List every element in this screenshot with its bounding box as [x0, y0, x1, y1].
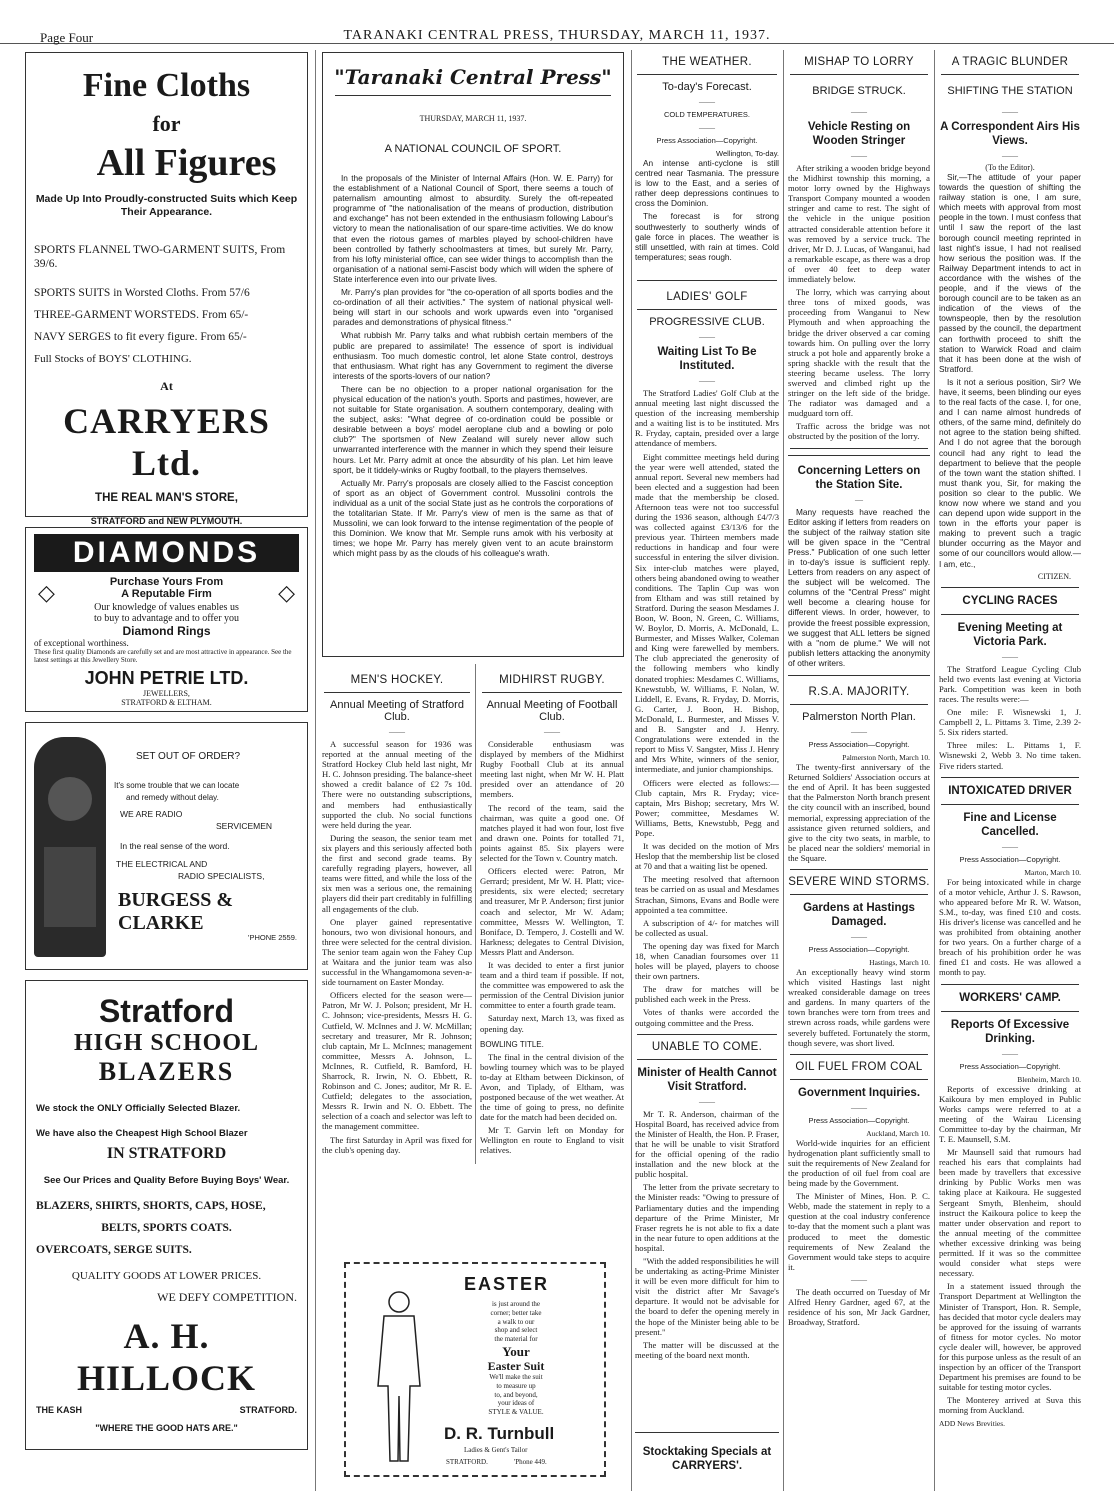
ad-line: QUALITY GOODS AT LOWER PRICES. — [71, 1270, 262, 1282]
divider: —— — [699, 97, 715, 106]
article-paragraph: In a statement issued through the Transport Department at Wellington the Minister of Transport, Hon. R. Semple, has decided that motor cycle dealers may be approved for the issuing of warrants of fitness for motor cycles. No motor cycle dealer will, however, be approved for this purpose unless as the result of an inspection by an officer of the Transport Department his premises are found to be suitable for testing motor cycles. — [939, 1281, 1081, 1393]
article-paragraph: Mr Maunsell said that rumours had reached his ears that complaints had been made by travellers that excessive drinking by Public Works men was taking place at Kaikoura. He suggested Sergeant Smyth, Blenheim, should instruct the Kaikoura police to keep the matter under observation and report to the annual meeting of the committee whether excessive drinking was being permitted. If it was so the committee would consider what steps were necessary. — [939, 1147, 1081, 1279]
article-paragraph: World-wide inquiries for an efficient hydrogenation plant sufficiently small to suit the requirements of New Zealand for the production of oil fuel from coal are being made by the Government. — [788, 1137, 930, 1189]
divider — [790, 1054, 928, 1055]
editorial-paragraph: Mr. Parry's plan provides for "the co-operation of all sports bodies and the co-ordination of all their activities." The system of national physical well-being will start in our schools and work upwards even into "organised parades and demonstrations of physical fitness." — [333, 287, 613, 328]
article-paragraph: A subscription of 4/- for matches will be collected as usual. — [635, 917, 779, 938]
ad-line: We have also the Cheapest High School Blazer — [36, 1128, 248, 1139]
ad-line: corner; better take — [490, 1308, 542, 1317]
article-byline: Press Association—Copyright. — [808, 944, 910, 954]
editorial-paragraph: Actually Mr. Parry's proposals are closely allied to the Fascist conception of sport as an object of Government control. Mussolini controls the individual as a unit of the social State just as he controls the corporations of the totalitarian State. If Mr. Parry's view of men is the same as that of Mussolini, we can look forward to the intense regimentation of the people of this Dominion. We know that Mr. Semple runs amok with his verbosity at times; we hope Mr. Parry has merely given vent to an acute brainstorm which might pass by as the clouds of his colleague's wrath. — [333, 477, 613, 559]
article-paragraph: An exceptionally heavy wind storm which visited Hastings last night wreaked considerable damage on trees and gardens. In many quarters of the town branches were torn from trees and strewn across roads, while gardens were severely buffeted. Fortunately the storm, though severe, was short lived. — [788, 966, 930, 1048]
article-subtitle: Evening Meeting at Victoria Park. — [957, 621, 1063, 648]
article-footnote: ADD News Brevities. — [939, 1418, 1006, 1428]
carryers-ad — [25, 52, 308, 526]
divider — [637, 74, 777, 75]
divider — [941, 777, 1079, 778]
article-paragraph: Officers were elected as follows:—Club captain, Mrs R. Fryday; vice-captain, Mrs Bishop; secretary, Mrs W. Power; committee, Mesdames W. Williams, Betts, Knewstubb, Pegg and Pope. — [635, 777, 779, 838]
petrie-ad — [25, 527, 308, 712]
article-subtitle: Palmerston North Plan. — [802, 711, 916, 724]
article-paragraph: The Monterey arrived at Suva this morning from Auckland. — [939, 1395, 1081, 1416]
ad-line: We stock the ONLY Officially Selected Blazer. — [36, 1103, 241, 1114]
page-label: Page Four — [40, 30, 94, 45]
divider: — — [855, 494, 863, 504]
ad-title: Stratford — [98, 993, 235, 1029]
ad-line: Your — [502, 1343, 530, 1359]
divider: —— — [851, 931, 867, 941]
article-subtitle: PROGRESSIVE CLUB. — [649, 315, 765, 328]
article-paragraph: The twenty-first anniversary of the Returned Soldiers' Association occurs at the end of April. It has been suggested that the Palmerston North branch present the city council with an inscribed, bound memorial, expressing appreciation of the assistance given returned soldiers, and give to the city two seats, in marble, to be placed near the soldiers' memorial in the Square. — [788, 762, 930, 863]
article-paragraph: Three miles: L. Pittams 1, F. Wisnewski 2, Webb 3. No time taken. Five riders started. — [939, 740, 1081, 771]
article-paragraph: Reports of excessive drinking at Kaikoura by men employed in Public Works camps were referred to at a meeting of the Wairau Licensing Committee to-day by the chairman, Mr T. E. Maunsell, S.M. — [939, 1083, 1081, 1144]
news-column-4 — [788, 52, 930, 1491]
article-paragraph: During the season, the senior team met six players and this seriously affected both the first and second grade teams. By carefully regrading players, however, all teams were fitted, and while the loss of the six men was a serious one, the remaining players did their part creditably in fulfilling all engagements of the club. — [322, 832, 472, 914]
ad-line: of exceptional worthiness. — [34, 638, 129, 648]
ad-slogan: THE REAL MAN'S STORE, — [95, 492, 238, 504]
ad-line: We'll make the suit — [489, 1372, 543, 1381]
divider — [790, 74, 928, 75]
article-paragraph: It was decided to enter a first junior team and a third team if possible. If not, the committee was empowered to ask the permission of the Central Division junior committee to enter a fourth grade team. — [480, 959, 624, 1011]
article-paragraph: Mr T. R. Anderson, chairman of the Hospital Board, has received advice from the Minister of Health, the Hon. P. Fraser, that he will be unable to visit Stratford for the official opening of the radio installation and the new block at the public hospital. — [635, 1108, 779, 1180]
ad-line: THE ELECTRICAL AND — [116, 859, 208, 869]
article-paragraph: An intense anti-cyclone is still centred near Tasmania. The pressure is low to the East, and a series of rather deep depressions continues to cross the Dominion. — [635, 158, 779, 209]
article-title: UNABLE TO COME. — [651, 1040, 763, 1053]
article-title: MISHAP TO LORRY — [804, 56, 914, 68]
divider — [335, 95, 611, 96]
diamonds-banner: DIAMONDS — [34, 534, 299, 572]
ad-phone: 'Phone 449. — [514, 1458, 547, 1466]
article-paragraph: One player gained representative honours, two won divisional honours, and three were selected for the central division. The senior team again won the Fahey Cup at Waitara and the junior team was also successful in the Whangamomona seven-a-side tournament on Easter Monday. — [322, 916, 472, 988]
ad-line: to buy to advantage and to offer you — [93, 613, 240, 624]
article-subtitle: Minister of Health Cannot Visit Stratford. — [637, 1066, 777, 1093]
column-rule — [783, 50, 784, 1491]
divider — [790, 704, 928, 705]
ad-phone: 'PHONE 2559. — [248, 933, 297, 942]
article-subtitle: Vehicle Resting on Wooden Stringer — [807, 121, 911, 147]
divider: —— — [699, 331, 715, 341]
article-subtitle: Waiting List To Be Instituted. — [657, 345, 757, 372]
ad-line: SERVICEMEN — [216, 821, 273, 831]
news-column-3 — [635, 52, 779, 1491]
divider — [637, 309, 777, 310]
hockey-article — [322, 664, 472, 1158]
article-subtitle: To-day's Forecast. — [662, 81, 752, 93]
ad-line: and remedy without delay. — [126, 793, 219, 802]
article-subtitle: Gardens at Hastings Damaged. — [803, 901, 915, 928]
article-paragraph: Votes of thanks were accorded the outgoing committee and the Press. — [635, 1007, 779, 1028]
article-paragraph: The Stratford Ladies' Golf Club at the annual meeting last night discussed the question of the increasing membership and a waiting list is to be instituted. Mrs R. Fryday, captain, presided over a large attendance of members. — [635, 387, 779, 449]
divider — [482, 692, 622, 693]
article-title: R.S.A. MAJORITY. — [808, 686, 910, 699]
article-byline: Press Association—Copyright. — [656, 136, 758, 145]
divider: —— — [544, 727, 560, 736]
article-paragraph: Officers elected for the season were—Patron, Mr W. J. Polson; president, Mr H. C. Johnson; vice-presidents, Messrs H. G. Cutfield, W. McInnes and J. W. McMillan; secretary and treasurer, Mr R. Johnson; club captain, Mr L. McInnes; management committee, Messrs A. Johnson, L. McInnes, R. Cutfield, R. Bamford, H. Sharrock, R. Irwin, N. O. Ebbett, R. Robinson and C. Jones; auditor, Mr R. E. Cutfield; delegates to the association, Messrs R. Irwin and N. O. Ebbett. The selection of a coach and selector was left to the management committee. — [322, 990, 472, 1132]
divider — [637, 1034, 777, 1035]
divider: —— — [1002, 651, 1018, 661]
letter-signature: CITIZEN. — [1037, 571, 1071, 581]
burgess-ad — [25, 722, 308, 970]
divider: —— — [851, 727, 867, 737]
article-paragraph: The letter from the private secretary to the Minister reads: "Owing to pressure of Parliamentary duties and the impending departure of the Prime Minister, Mr Fraser regrets he is not able to fix a date in the near future to open additions at the hospital. — [635, 1182, 779, 1253]
article-paragraph: Traffic across the bridge was not obstructed by the position of the lorry. — [788, 421, 930, 442]
ad-line: STYLE & VALUE. — [488, 1408, 544, 1417]
article-subtitle: COLD TEMPERATURES. — [664, 110, 750, 119]
ad-title: HIGH SCHOOL — [73, 1030, 260, 1056]
article-title: INTOXICATED DRIVER — [948, 784, 1072, 797]
editorial-date: THURSDAY, MARCH 11, 1937. — [419, 114, 527, 123]
ad-line: These first quality Diamonds are carefully set and are most attractive in appearance. See the latest settings at this Jewellery Store. — [34, 648, 292, 664]
ad-line: WE DEFY COMPETITION. — [157, 1290, 297, 1304]
newspaper-header — [0, 0, 1114, 44]
divider: —— — [1002, 841, 1018, 851]
article-title: OIL FUEL FROM COAL — [795, 1060, 923, 1073]
ad-line: WE ARE RADIO — [120, 809, 183, 819]
ad-line: to measure up — [496, 1381, 536, 1390]
article-paragraph: Many requests have reached the Editor asking if letters from readers on the subject of the railway station site will be given space in the "Central Press." Publication of one such letter in to-day's issue is sufficient reply. Letters from readers on any aspect of the subject will be welcomed. The columns of the "Central Press" might well become a clearing house for different views. In order, however, to provide the freest possible expression, we suggest that ALL letters be signed with a "nom de plume." We will not publish letters attacking the anonymity of other writers. — [788, 506, 930, 668]
divider: —— — [699, 123, 715, 132]
ad-company: BURGESS & CLARKE — [118, 889, 234, 934]
article-paragraph: Sir,—The attitude of your paper towards the question of shifting the railway station is one, I am sure, which meets with approval from most people in the town. I must confess that until I saw the report of the last borough council meeting reprinted in last night's issue, I had not realised how serious the position was. If the Railway Department intends to act in accordance with the wishes of the people, and if the views of the borough council are to be taken as an indication of the views of the townspeople, then by the resolution passed by the council, the department can forthwith proceed to shift the station to Warwick Road and claim that it has been done at the wish of Stratford. — [939, 172, 1081, 374]
divider: —— — [851, 1274, 867, 1284]
column-rule — [475, 664, 476, 1164]
article-paragraph: The lorry, which was carrying about three tons of mixed goods, was proceeding from Wanganui to New Plymouth and when approaching the bridge the driver observed a car coming towards him. On pulling over the lorry struck a pot hole and apparently broke a spring shackle with the result that the steering became useless. The lorry swerved and climbed right up the stringer on the left side of the bridge. The radiator was damaged and a mudguard torn off. — [788, 287, 930, 419]
ad-sub: STRATFORD. — [446, 1458, 488, 1466]
article-title: MIDHIRST RUGBY. — [499, 674, 605, 686]
article-paragraph: One mile: F. Wisnewski 1, J. Campbell 2, L. Pittams 3. Time, 2.39 2-5. Six riders started. — [939, 707, 1081, 738]
radio-set-icon — [34, 737, 106, 957]
divider — [790, 869, 928, 870]
article-paragraph: Is it not a serious position, Sir? We have, it seems, been blinding our eyes to the real facts of the case. I, for one, and I can name almost hundreds of others, of the same mind, definitely do not agree to the station being shifted. And I do not agree that the borough council had any right to lead the department to believe that the people of the town want the station shifted. I must thank you, Sir, for making the position so clear to the public. We know now where we stand and you can depend upon wide support in the town in the efforts your paper is making to prevent such a tragic blunder occurring as the Mayor and some of our councillors would allow.—I am, etc., — [939, 376, 1081, 569]
article-subtitle: Annual Meeting of Football Club. — [486, 699, 618, 723]
column-rule — [631, 50, 632, 1491]
article-paragraph: The first Saturday in April was fixed for the club's opening day. — [322, 1134, 472, 1155]
article-paragraph: It was decided on the motion of Mrs Heslop that the membership list be closed at 70 and that a waiting list be opened. — [635, 841, 779, 872]
letter-salutation: (To the Editor). — [985, 163, 1035, 172]
article-paragraph: The draw for matches will be published each week in the Press. — [635, 984, 779, 1005]
article-title: A TRAGIC BLUNDER — [951, 56, 1069, 68]
article-dateline: Wellington, To-day. — [716, 149, 779, 158]
article-paragraph: The record of the team, said the chairman, was quite a good one. Of matches played it had won four, lost five and drawn one. Points for totalled 71, points against 85. Six players were selected for the Town v. Country match. — [480, 802, 624, 864]
divider — [941, 74, 1079, 75]
article-subtitle: Annual Meeting of Stratford Club. — [330, 699, 464, 723]
man-figure-icon — [364, 1286, 434, 1466]
article-paragraph: The Minister of Mines, Hon. P. C. Webb, made the statement in reply to a question at the coal industry conference to-day that the moment such a plant was produced to meet the domestic requirements of New Zealand the Government would take steps to acquire it. — [788, 1191, 930, 1272]
ad-body — [456, 1300, 576, 1417]
divider: —— — [389, 727, 405, 736]
article-subtitle: A Correspondent Airs His Views. — [940, 121, 1080, 147]
article-title: Concerning Letters on the Station Site. — [797, 464, 921, 491]
article-paragraph: Saturday next, March 13, was fixed as opening day. — [480, 1013, 624, 1034]
article-paragraph: The final in the central division of the bowling tourney which was to be played to-day at Eltham between Dickinson, of Avon, and Tiplady, of Eltham, was postponed because of the wet weather. At the time of going to press, no definite date for the match had been decided on. — [480, 1051, 624, 1123]
ad-company: CARRYERS Ltd. — [63, 401, 270, 483]
ad-line: It's some trouble that we can locate — [114, 781, 240, 790]
ad-line: the material for — [494, 1335, 538, 1344]
ad-line: See Our Prices and Quality Before Buying Boys' Wear. — [43, 1175, 290, 1186]
article-paragraph: A successful season for 1936 was reported at the annual meeting of the Stratford Hockey Club held last night, Mr H. C. Johnson presiding. The balance-sheet showed a credit balance of £2 7s 10d. There were no outstanding subscriptions, and members had enthusiastically supported the club. No social functions were held during the year. — [322, 739, 472, 830]
diamond-icon: ◇ — [38, 580, 55, 605]
column-rule — [315, 50, 316, 1491]
ad-line: SPORTS SUITS in Worsted Cloths. From 57/6 — [34, 287, 250, 299]
divider — [637, 280, 777, 281]
article-subtitle: Reports Of Excessive Drinking. — [950, 1018, 1070, 1045]
article-paragraph: Considerable enthusiasm was displayed by members of the Midhirst Rugby Football Club at its annual meeting last night, when Mr W. H. Platt presided over an attendance of 20 members. — [480, 739, 624, 800]
ad-line: BLAZERS, SHIRTS, SHORTS, CAPS, HOSE, — [36, 1200, 266, 1212]
turnbull-ad — [344, 1262, 606, 1477]
news-column-5 — [939, 52, 1081, 1491]
article-title: WORKERS' CAMP. — [959, 991, 1061, 1004]
article-paragraph: The meeting resolved that afternoon teas be carried on as usual and Mesdames Strachan, Simons, Evans and Bodle were appointed a tea committee. — [635, 874, 779, 915]
article-dateline: Palmerston North, March 10. — [842, 753, 930, 763]
divider: —— — [1002, 151, 1018, 160]
ad-company: D. R. Turnbull — [444, 1424, 555, 1443]
ad-line: is just around the — [491, 1300, 541, 1308]
article-dateline: Marton, March 10. — [1024, 867, 1081, 877]
editorial-paragraph: In the proposals of the Minister of Internal Affairs (Hon. W. E. Parry) for the establishment of a National Council of Sport, there seems a touch of paternalism amounting almost to absurdity. Surely the oft-repeated programme of "the nationalisation of the means of production, distribution and exchange" has not been extended in the enthusiasm following Labour's victory to mean the nationalisation of our spare-time activities. We do know that even the riotous games of marbles played by school-children have been controlled by fatherly schoolmasters at times, but surely Mr. Parry, from his lofty ministerial office, can see wider things to accomplish than the organisation of a national semi-Fascist body which will widen the sphere of State interference even into our private lives. — [333, 173, 613, 284]
ad-line: In the real sense of the word. — [120, 841, 230, 851]
hillock-ad — [25, 980, 308, 1450]
ad-line: THREE-GARMENT WORSTEDS. From 65/- — [34, 309, 249, 321]
divider: —— — [1002, 107, 1018, 116]
divider: —— — [851, 107, 867, 116]
letters-notice — [788, 455, 930, 677]
divider — [941, 804, 1079, 805]
divider: —— — [851, 1102, 867, 1112]
article-paragraph: The Stratford League Cycling Club held two events last evening at Victoria Park. Competition was keen in both races. The results were:— — [939, 663, 1081, 704]
article-byline: Press Association—Copyright. — [808, 740, 910, 750]
editorial-paragraph: There can be no objection to a proper national organisation for the physical education of the nation's youth. Sports and pastimes, however, are not suitable for State organisation. A southern contemporary, dealing with the subject, asks: "What degree of co-ordination could be possible or desirable between a boys' model aeroplane club and a bowling or polo club?" The sportsmen of New Zealand will surely never allow such unwarranted interference with the manner in which they spend their leisure hours. Let Mr. Parry admit at once the absurdity of his plan. Let him leave sport, be it tiddely-winks or Rugby football, to the players themselves. — [333, 383, 613, 475]
article-paragraph: Mr T. Garvin left on Monday for Wellington en route to England to visit relatives. — [480, 1125, 624, 1156]
ad-slogan: "WHERE THE GOOD HATS ARE." — [95, 1423, 238, 1433]
ad-at: At — [160, 379, 173, 393]
ad-sub: STRATFORD. — [239, 1405, 297, 1415]
ad-title: BLAZERS — [98, 1057, 235, 1086]
ad-towns: STRATFORD and NEW PLYMOUTH. — [90, 516, 243, 526]
article-byline: Press Association—Copyright. — [959, 1061, 1061, 1071]
ad-line: Diamond Rings — [122, 624, 211, 638]
ad-title-fine-cloths: Fine Cloths — [82, 67, 251, 104]
editorial-paragraph: What rubbish Mr. Parry talks and what rubbish certain members of the public are prepared to assimilate! The essence of sport is individual enthusiasm. Too much domestic control, let alone State control, destroys that enthusiasm. What right has any Government to regiment the diverse interests of the sports-lovers of our nation? — [333, 330, 613, 381]
editorial-masthead: "Taranaki Central Press" — [334, 65, 612, 89]
stocktaking-notice — [635, 1432, 779, 1476]
article-title: CYCLING RACES — [962, 594, 1058, 607]
divider — [941, 1011, 1079, 1012]
ad-line: your ideas of — [497, 1399, 535, 1408]
ad-sub: THE KASH — [36, 1405, 83, 1415]
article-paragraph: The death occurred on Tuesday of Mr Alfred Henry Gardner, aged 67, at the residence of his son, Mr Jack Gardner, Broadway, Stratford. — [788, 1286, 930, 1328]
divider — [941, 587, 1079, 588]
article-dateline: Hastings, March 10. — [869, 957, 930, 967]
ad-line: A Reputable Firm — [121, 588, 212, 600]
ad-line: OVERCOATS, SERGE SUITS. — [36, 1244, 192, 1256]
article-title: MEN'S HOCKEY. — [350, 674, 444, 686]
divider — [941, 614, 1079, 615]
advertisements-column — [25, 52, 308, 1491]
paper-title: TARANAKI CENTRAL PRESS, THURSDAY, MARCH 11, 1937. — [343, 28, 771, 43]
ad-line: RADIO SPECIALISTS, — [178, 871, 265, 881]
article-subtitle: BRIDGE STRUCK. — [812, 85, 906, 97]
ad-sub: JEWELLERS, — [143, 689, 190, 698]
article-paragraph: "With the added responsibilities he will be undertaking as acting-Prime Minister it will be even more difficult for him to visit the district after Mr Savage's departure. It would not be advisable for the board to defer the opening merely in the hope of the Minister being able to be present." — [635, 1255, 779, 1337]
article-subtitle: Fine and License Cancelled. — [963, 811, 1057, 838]
divider — [790, 894, 928, 895]
divider — [790, 1079, 928, 1080]
divider — [941, 984, 1079, 985]
ad-title: EASTER — [464, 1274, 550, 1294]
article-paragraph: The opening day was fixed for March 18, when Canadian foursomes over 11 holes will be played, players to choose their own partners. — [635, 940, 779, 982]
column-rule — [934, 50, 935, 1491]
article-byline: Press Association—Copyright. — [808, 1115, 910, 1125]
ad-line: SET OUT OF ORDER? — [136, 751, 241, 762]
ad-title-all-figures: All Figures — [96, 142, 277, 184]
ad-line: to, and beyond, — [494, 1390, 538, 1399]
divider: —— — [851, 151, 867, 160]
ad-footer — [36, 1405, 297, 1415]
stocktaking-text: Stocktaking Specials at CARRYERS'. — [642, 1446, 772, 1472]
editorial-headline: A NATIONAL COUNCIL OF SPORT. — [384, 143, 562, 155]
article-byline: Press Association—Copyright. — [959, 854, 1061, 864]
ad-line: IN STRATFORD — [106, 1145, 227, 1162]
article-paragraph: The forecast is for strong southwesterly to southerly winds of gale force in places. The weather is still unsettled, with rain at times. Cold temperatures; seas rough. — [635, 211, 779, 262]
ad-tagline: Made Up Into Proudly-constructed Suits which Keep Their Appearance. — [35, 193, 298, 218]
ad-line: Our knowledge of values enables us — [94, 602, 239, 613]
ad-sub: STRATFORD & ELTHAM. — [121, 698, 212, 707]
rugby-article — [480, 664, 624, 1159]
article-title: SEVERE WIND STORMS. — [788, 875, 930, 888]
ad-line: Purchase Yours From — [109, 576, 224, 588]
divider: —— — [1002, 1048, 1018, 1058]
article-subtitle: SHIFTING THE STATION — [947, 85, 1073, 97]
divider — [324, 692, 470, 693]
article-paragraph: Eight committee meetings held during the year were well attended, stated the annual report. Several new members had been elected and a suggestion had been made that the membership be closed. Afternoon teas were not too successful during the 1936 season, although £4/7/3 was collected against £3/13/6 for the previous year. Thirteen members made reductions in handicap and four were successful in entering the silver division. Six inter-club matches were played, others being abandoned owing to weather conditions. The Taplin Cup was won from Eltham and was still retained by Stratford. During the season Mesdames J. Boon, W. Boon, N. Green, C. Williams, W. Boylor, D. Morris, A. McDonald, L. Burmester, and Misses Walker, Coleman and King were farewelled by members. The club appreciated the generosity of the following members who kindly donated trophies: Mesdames C. Williams, Knewstubb, W. Williams, F. Nolan, W. Liddell, E. Evans, R. Fryday, D. Morris, G. Carter, J. Boon, H. Bishop, McDonald, L. Burmester, and Misses V. and B. Sangster and J. Henry. Congratulations were extended in the report to Miss V. Sangster, Miss J. Henry and Mrs White, winners of the senior, intermediate, and junior championships. — [635, 451, 779, 775]
article-title: LADIES' GOLF — [666, 290, 748, 303]
editorial-column — [322, 52, 624, 1491]
diamond-icon: ◇ — [278, 580, 295, 605]
ad-line: SPORTS FLANNEL TWO-GARMENT SUITS, From 39/6. — [34, 244, 286, 270]
article-paragraph: For being intoxicated while in charge of a motor vehicle, Arthur J. S. Rawson, who appeared before Mr R. W. Watson, S.M., to-day, was fined £10 and costs. His driver's license was cancelled and he was prohibited from obtaining another for two years. On a further charge of a breach of his prohibition order he was fined £1 and costs. He was allowed a month to pay. — [939, 876, 1081, 978]
ad-company: A. H. HILLOCK — [76, 1316, 257, 1398]
article-subhead: BOWLING TITLE. — [480, 1039, 544, 1049]
ad-line: a walk to our — [497, 1317, 535, 1326]
ad-company: JOHN PETRIE LTD. — [84, 668, 249, 688]
article-paragraph: The matter will be discussed at the meeting of the board next month. — [635, 1339, 779, 1360]
editorial-box — [322, 52, 624, 657]
article-dateline: Blenheim, March 10. — [1017, 1074, 1081, 1084]
ad-line: shop and select — [494, 1326, 538, 1335]
ad-line: Full Stocks of BOYS' CLOTHING. — [34, 353, 192, 365]
article-paragraph: Officers elected were: Patron, Mr Gerrard; president, Mr W. H. Platt; vice-presidents, six were elected; secretary and treasurer, Mr P. Anderson; first junior coach and selector, Mr W. Adam; committee, Messrs W. Wellington, T. Boniface, D. Tempero, J. Costelli and W. Harkness; delegates to Central Division, Messrs Platt and Anderson. — [480, 866, 624, 957]
ad-sub: Ladies & Gent's Tailor — [464, 1446, 528, 1454]
article-dateline: Auckland, March 10. — [866, 1128, 930, 1138]
divider — [790, 448, 928, 449]
article-subtitle: Government Inquiries. — [797, 1086, 921, 1099]
article-paragraph: After striking a wooden bridge beyond the Midhirst township this morning, a motor lorry owned by the Highways Transport Company mounted a wooden stringer and came to rest. The sight of the vehicle in the unique position attracted considerable attention before it was removed by a service truck. The driver, Mr D. J. Lucas, of Wanganui, had a remarkable escape, as there was a drop of over 40 feet to deep water immediately below. — [788, 163, 930, 285]
divider: —— — [699, 1096, 715, 1106]
ad-title-for: for — [152, 111, 181, 136]
divider — [637, 1059, 777, 1060]
ad-line: Easter Suit — [487, 1358, 545, 1373]
divider: —— — [699, 375, 715, 385]
ad-line: BELTS, SPORTS COATS. — [101, 1222, 232, 1234]
article-title: THE WEATHER. — [662, 56, 752, 68]
ad-line: NAVY SERGES to fit every figure. From 65/- — [34, 331, 247, 343]
